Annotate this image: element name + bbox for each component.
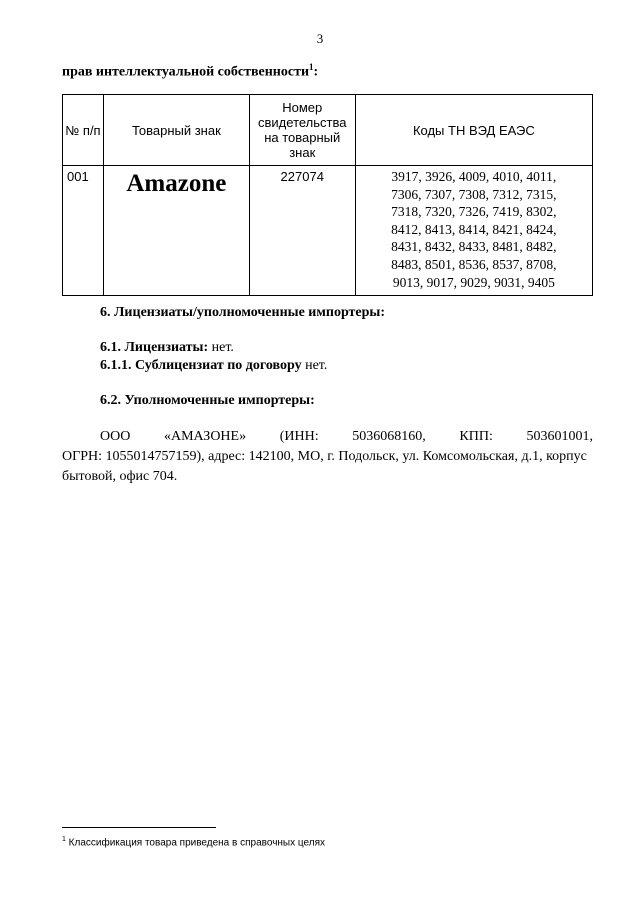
intro-text: прав интеллектуальной собственности: [62, 64, 310, 80]
importer-word: ООО: [100, 429, 131, 444]
importer-word: КПП:: [459, 429, 493, 444]
cell-num: 001: [63, 166, 104, 296]
tn-ved-code: 8424,: [526, 221, 557, 237]
tn-ved-code: 8433,: [458, 239, 490, 255]
licensees-line: [100, 340, 234, 356]
footnote: [62, 836, 325, 848]
section-6-title: 6. Лицензиаты/уполномоченные импортеры:: [100, 305, 386, 320]
tn-ved-code: 8536,: [458, 256, 490, 272]
footnote-marker: 1: [62, 836, 66, 843]
footnote-divider: [62, 827, 216, 828]
cell-certificate: 227074: [249, 166, 355, 296]
page-number: 3: [316, 31, 324, 46]
importer-word: 503601001,: [526, 429, 593, 444]
tn-ved-code: 4009,: [458, 169, 490, 184]
cell-codes: [355, 166, 592, 296]
tn-ved-code: 8421,: [492, 221, 523, 237]
tn-ved-code: 9031,: [494, 274, 525, 290]
tn-ved-code: 8302,: [526, 204, 557, 220]
footnote-ref: 1: [309, 62, 314, 72]
trademark-table: [62, 94, 593, 296]
tn-ved-code: 7306,: [391, 186, 422, 202]
table-header-row: [63, 95, 593, 166]
intro-suffix: :: [313, 64, 319, 80]
tn-ved-code: 8432,: [424, 239, 456, 255]
importer-word: (ИНН:: [279, 429, 319, 444]
tn-ved-code: 8414,: [458, 221, 490, 237]
intro-line: [62, 62, 318, 81]
tn-ved-code: 7307,: [424, 186, 456, 202]
tn-ved-code: 8501,: [424, 256, 456, 272]
header-trademark: Товарный знак: [103, 95, 249, 166]
tn-ved-code: 8708,: [526, 256, 557, 272]
tn-ved-code: 7326,: [458, 204, 490, 220]
importer-rest: ОГРН: 1055014757159), адрес: 142100, МО, г. Подольск, ул. Комсомольская, д.1, корпус бытовой, офис 704.: [62, 449, 587, 484]
tn-ved-code: 8413,: [424, 221, 456, 237]
licensees-label: 6.1. Лицензиаты:: [100, 340, 209, 355]
trademark-logo: Amazone: [126, 170, 227, 197]
tn-ved-code: 7318,: [391, 204, 422, 220]
header-certificate: Номер свидетельства на товарный знак: [249, 95, 355, 166]
footnote-text: Классификация товара приведена в справочных целях: [65, 837, 325, 849]
sublicensee-label: 6.1.1. Сублицензиат по договору: [100, 358, 302, 373]
header-num: № п/п: [63, 95, 104, 166]
tn-ved-code: 9029,: [460, 274, 491, 290]
tn-ved-code: 7308,: [458, 186, 490, 202]
tn-ved-code: 9405: [527, 274, 555, 290]
tn-ved-code: 8482,: [526, 239, 557, 255]
tn-ved-code: 8481,: [492, 239, 523, 255]
table-row: [63, 166, 593, 296]
tn-ved-code: 4010,: [492, 169, 524, 184]
tn-ved-code: 8483,: [391, 256, 422, 272]
tn-ved-code: 8537,: [492, 256, 523, 272]
tn-ved-code: 4011,: [526, 169, 557, 184]
importer-word: «АМАЗОНЕ»: [163, 429, 247, 444]
tn-ved-code: 3926,: [425, 169, 456, 184]
importer-paragraph: [62, 427, 593, 487]
tn-ved-code: 7312,: [492, 186, 523, 202]
importers-title: 6.2. Уполномоченные импортеры:: [100, 393, 315, 408]
cell-trademark: [103, 166, 249, 296]
tn-ved-code: 8412,: [391, 221, 422, 237]
tn-ved-code: 8431,: [391, 239, 422, 255]
tn-ved-code: 9017,: [426, 274, 457, 290]
tn-ved-code: 7320,: [424, 204, 456, 220]
sublicensee-line: [100, 358, 327, 374]
licensees-value: нет.: [208, 340, 234, 355]
tn-ved-code: 3917,: [391, 169, 422, 184]
tn-ved-code: 9013,: [392, 274, 424, 290]
header-codes: Коды ТН ВЭД ЕАЭС: [355, 95, 592, 166]
tn-ved-code: 7419,: [492, 204, 523, 220]
importer-first-line: [62, 427, 593, 447]
sublicensee-value: нет.: [301, 358, 328, 373]
tn-ved-code: 7315,: [526, 186, 557, 202]
importer-word: 5036068160,: [352, 429, 426, 444]
